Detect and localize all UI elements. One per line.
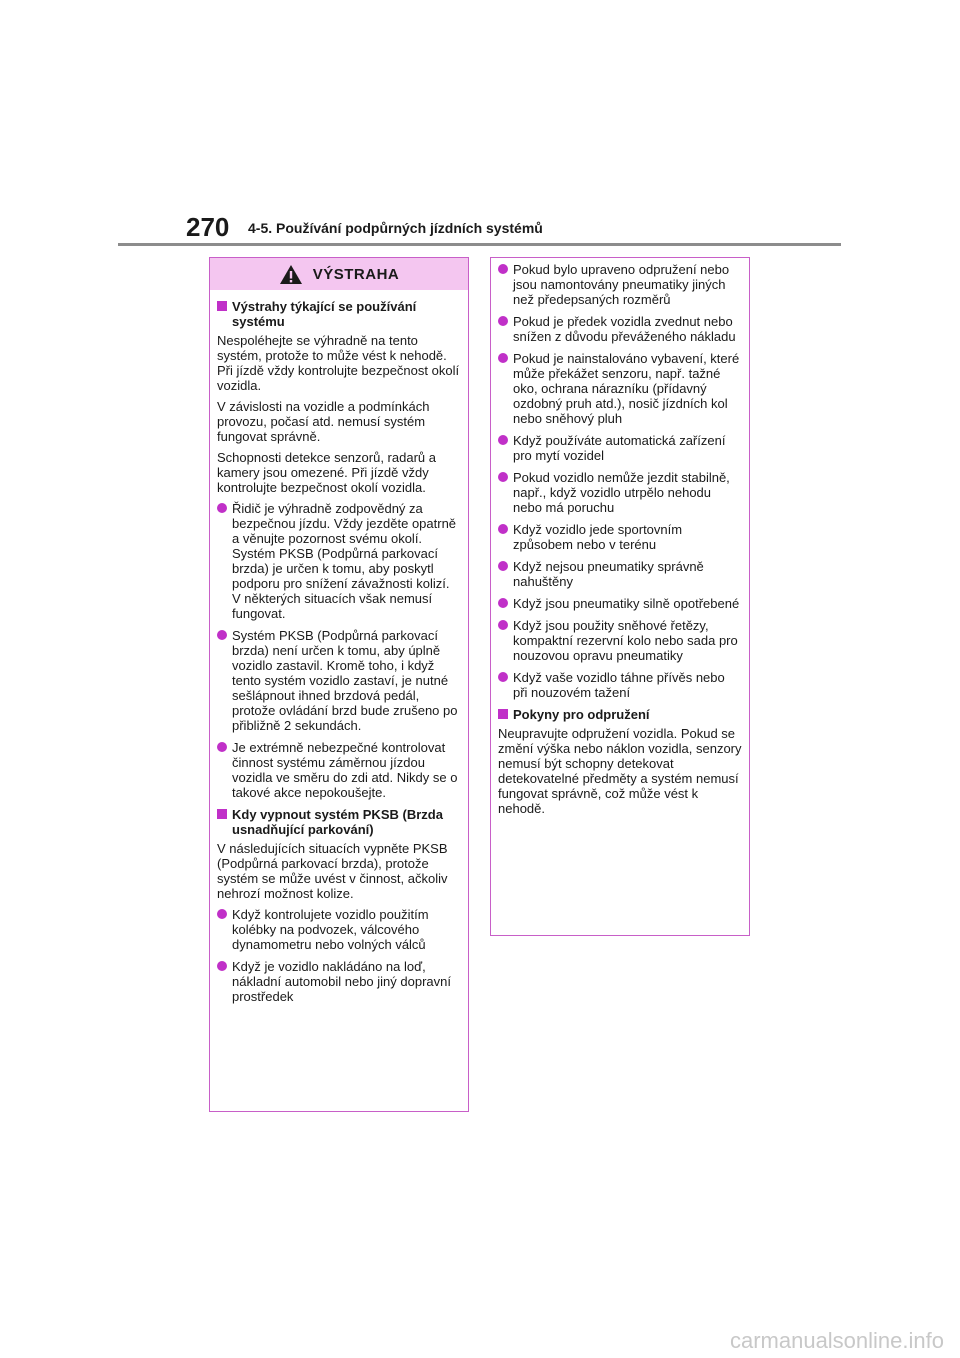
bullet-dot-icon	[498, 472, 508, 482]
list-item: Když používáte automatická zařízení pro mytí vozidel	[498, 433, 742, 463]
list-item: Pokud je předek vozidla zvednut nebo snížen z důvodu převáženého nákladu	[498, 314, 742, 344]
watermark: carmanualsonline.info	[729, 1328, 944, 1353]
list-item: Když jsou pneumatiky silně opotřebené	[498, 596, 742, 611]
bullet-dot-icon	[498, 598, 508, 608]
heading-text: Kdy vypnout systém PKSB (Brzda usnadňující parkování)	[232, 807, 443, 837]
paragraph: V následujících situacích vypněte PKSB (Podpůrná parkovací brzda), protože systém se může uvést v činnost, ačkoliv nehrozí možnost kolize.	[217, 841, 448, 901]
bullet-dot-icon	[217, 961, 227, 971]
page-number: 270	[186, 212, 230, 242]
list-item: Když je vozidlo nakládáno na loď, nákladní automobil nebo jiný dopravní prostředek	[217, 959, 461, 1004]
paragraph: Nespoléhejte se výhradně na tento systém, protože to může vést k nehodě. Při jízdě vždy kontrolujte bezpečnost okolí vozidla.	[217, 333, 460, 393]
list-item: Je extrémně nebezpečné kontrolovat činnost systému záměrnou jízdou vozidla ve směru do zdi atd. Nikdy se o takové akce nepokoušejte.	[217, 740, 461, 800]
list-item: Když vozidlo jede sportovním způsobem nebo v terénu	[498, 522, 742, 552]
list-item: Pokud bylo upraveno odpružení nebo jsou namontovány pneumatiky jiných než předepsaných rozměrů	[498, 262, 742, 307]
section-title: 4-5. Používání podpůrných jízdních systémů	[248, 220, 543, 236]
bullet-dot-icon	[217, 630, 227, 640]
heading-text: Pokyny pro odpružení	[513, 707, 650, 722]
warning-box	[209, 257, 469, 1112]
list-item: Systém PKSB (Podpůrná parkovací brzda) není určen k tomu, aby úplně vozidlo zastavil. Kromě toho, i když tento systém vozidlo zastaví, je nutné sešlápnout ihned brzdová pedál, protože ovládání brzd bude zrušeno po přibližně 2 sekundách.	[217, 628, 461, 733]
warning-title: VÝSTRAHA	[312, 265, 400, 283]
list-item: Pokud je nainstalováno vybavení, které může překážet senzoru, např. tažné oko, ochrana nárazníku (přídavný ozdobný pruh atd.), nosič jízdních kol nebo sněhový pluh	[498, 351, 742, 426]
list-item: Pokud vozidlo nemůže jezdit stabilně, např., když vozidlo utrpělo nehodu nebo má poruchu	[498, 470, 742, 515]
list-item: Když nejsou pneumatiky správně nahuštěny	[498, 559, 742, 589]
warning-box-continued	[490, 257, 750, 936]
warning-triangle-icon	[279, 264, 303, 285]
paragraph: Neupravujte odpružení vozidla. Pokud se změní výška nebo náklon vozidla, senzory nemusí být schopny detekovat detekovatelné předměty a systém nemusí fungovat správně, což může vést k nehodě.	[498, 726, 742, 816]
square-bullet-icon	[217, 809, 227, 819]
square-bullet-icon	[498, 709, 508, 719]
bullet-dot-icon	[498, 316, 508, 326]
bullet-dot-icon	[217, 503, 227, 513]
bullet-dot-icon	[498, 353, 508, 363]
bullet-dot-icon	[217, 909, 227, 919]
warning-heading-disable	[217, 807, 461, 837]
suspension-heading	[498, 707, 742, 722]
bullet-dot-icon	[498, 524, 508, 534]
bullet-dot-icon	[217, 742, 227, 752]
warning-heading-usage	[217, 299, 461, 329]
bullet-dot-icon	[498, 561, 508, 571]
heading-text: Výstrahy týkající se používání systému	[232, 299, 417, 329]
warning-header	[210, 258, 468, 290]
header-divider	[118, 243, 841, 246]
list-item: Řidič je výhradně zodpovědný za bezpečnou jízdu. Vždy jezděte opatrně a věnujte pozornost svému okolí. Systém PKSB (Podpůrná parkovací brzda) je určen k tomu, aby poskytl podporu pro snížení závažnosti kolizí. V některých situacích však nemusí fungovat.	[217, 501, 461, 621]
bullet-dot-icon	[498, 435, 508, 445]
bullet-dot-icon	[498, 264, 508, 274]
bullet-dot-icon	[498, 620, 508, 630]
list-item: Když jsou použity sněhové řetězy, kompaktní rezervní kolo nebo sada pro nouzovou opravu pneumatiky	[498, 618, 742, 663]
square-bullet-icon	[217, 301, 227, 311]
list-item: Když vaše vozidlo táhne přívěs nebo při nouzovém tažení	[498, 670, 742, 700]
list-item: Když kontrolujete vozidlo použitím kolébky na podvozek, válcového dynamometru nebo volných válců	[217, 907, 461, 952]
paragraph: Schopnosti detekce senzorů, radarů a kamery jsou omezené. Při jízdě vždy kontrolujte bezpečnost okolí vozidla.	[217, 450, 436, 495]
paragraph: V závislosti na vozidle a podmínkách provozu, počasí atd. nemusí systém fungovat správně.	[217, 399, 430, 444]
bullet-dot-icon	[498, 672, 508, 682]
